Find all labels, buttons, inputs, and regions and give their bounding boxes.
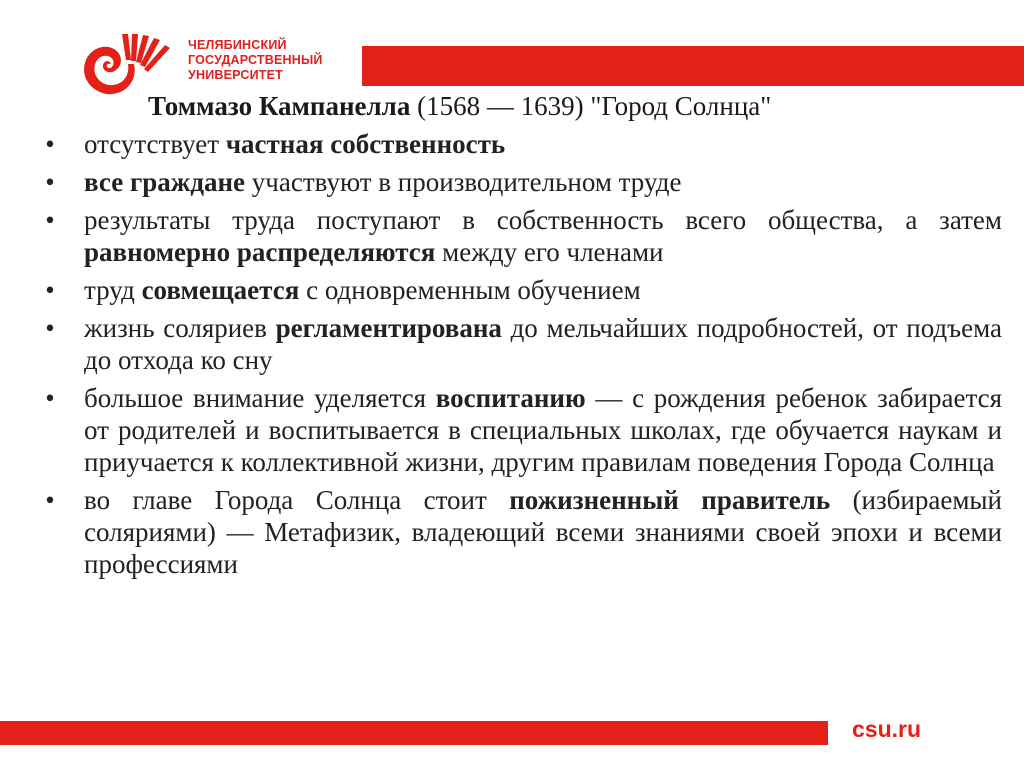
university-name [188,38,323,83]
bullet-icon: • [45,485,55,515]
list-item: • жизнь соляриев регламентирована до мельчайших подробностей, от подъема до отхода ко сну [40,312,1002,376]
list-item: • труд совмещается с одновременным обучением [40,274,1002,306]
list-item: • во главе Города Солнца стоит пожизненный правитель (избираемый соляриями) — Метафизик, владеющий всеми знаниями своей эпохи и всеми профессиями [40,484,1002,580]
footer-red-bar [0,721,828,745]
title-work: "Город Солнца" [590,91,772,121]
bullet-icon: • [45,167,55,197]
title-author: Томмазо Кампанелла [148,91,411,121]
footer-site-link[interactable]: csu.ru [852,716,922,742]
university-name-line: ЧЕЛЯБИНСКИЙ [188,38,287,52]
university-name-line: ГОСУДАРСТВЕННЫЙ [188,53,323,67]
bullet-icon: • [45,129,55,159]
list-item: • все граждане участвуют в производительном труде [40,166,1002,198]
bullet-list [40,128,1002,586]
header-red-bar [362,46,1024,86]
list-item: • результаты труда поступают в собственность всего общества, а затем равномерно распределяются между его членами [40,204,1002,268]
bullet-icon: • [45,383,55,413]
title-years: (1568 — 1639) [410,91,591,121]
bullet-icon: • [45,205,55,235]
university-name-line: УНИВЕРСИТЕТ [188,68,283,82]
slide-title [148,90,888,122]
list-item: • отсутствует частная собственность [40,128,1002,160]
bullet-icon: • [45,275,55,305]
list-item: • большое внимание уделяется воспитанию — с рождения ребенок забирается от родителей и воспитывается в специальных школах, где обучается наукам и приучается к коллективной жизни, другим правилам поведения Города Солнца [40,382,1002,478]
bullet-icon: • [45,313,55,343]
